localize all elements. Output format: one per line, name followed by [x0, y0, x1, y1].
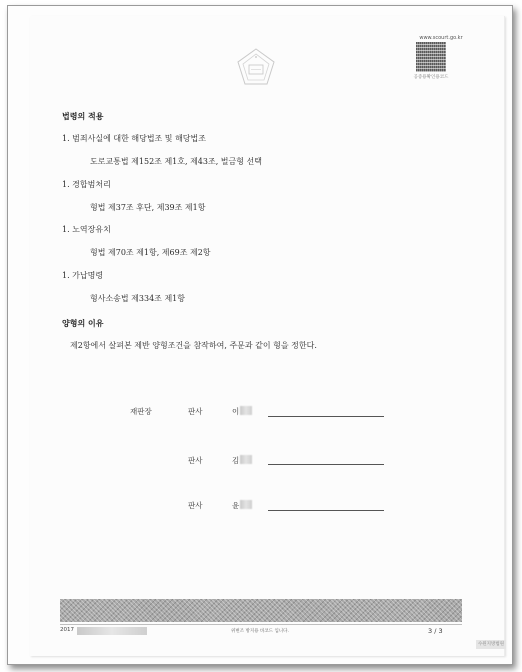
judge-name-2: 김: [232, 456, 240, 465]
law-item-title-4: 1. 가납명령: [62, 271, 104, 280]
qr-code-icon: [416, 42, 446, 72]
signature-line: [268, 510, 384, 511]
law-item-detail-3: 형법 제70조 제1항, 제69조 제2항: [90, 248, 211, 257]
law-item-detail-2: 형법 제37조 후단, 제39조 제1항: [90, 203, 206, 212]
redacted-case-number: [77, 627, 147, 635]
site-url: www.scourt.go.kr: [419, 35, 463, 41]
judge-label-2: 판사: [188, 456, 203, 465]
law-item-title-3: 1. 노역장유치: [62, 225, 111, 234]
law-item-title-2: 1. 경합범처리: [62, 180, 111, 189]
law-application-heading: 법령의 적용: [62, 111, 104, 121]
footer-divider: [60, 624, 462, 625]
barcode-notice: 위변조 방지용 바코드 입니다.: [231, 629, 289, 634]
signature-line: [268, 464, 384, 465]
document-frame: [7, 5, 513, 665]
court-seal-icon: [234, 46, 278, 90]
law-item-detail-4: 형사소송법 제334조 제1항: [90, 294, 185, 303]
signature-line: [268, 416, 384, 417]
judge-name-3: 윤: [232, 501, 240, 510]
presiding-judge-label: 재판장: [130, 407, 152, 416]
law-item-title-1: 1. 범죄사실에 대한 해당법조 및 해당법조: [62, 134, 206, 143]
judge-label-1: 판사: [188, 407, 203, 416]
law-item-detail-1: 도로교통법 제152조 제1호, 제43조, 벌금형 선택: [90, 157, 262, 166]
redacted-name: [240, 455, 252, 464]
sentencing-reason-text: 제2항에서 살펴본 제반 양형조건을 참작하여, 주문과 같이 형을 정한다.: [70, 341, 317, 350]
case-year: 2017: [60, 627, 74, 633]
sentencing-reason-heading: 양형의 이유: [62, 318, 104, 328]
page-number: 3 / 3: [428, 627, 443, 635]
anti-forgery-barcode: [60, 599, 462, 622]
judge-name-1: 이: [232, 407, 240, 416]
judge-label-3: 판사: [188, 501, 203, 510]
redacted-name: [240, 500, 252, 509]
redacted-name: [240, 406, 252, 415]
court-tag: 수원지방법원: [477, 642, 505, 647]
qr-caption: 공증용확인용코드: [413, 75, 449, 80]
